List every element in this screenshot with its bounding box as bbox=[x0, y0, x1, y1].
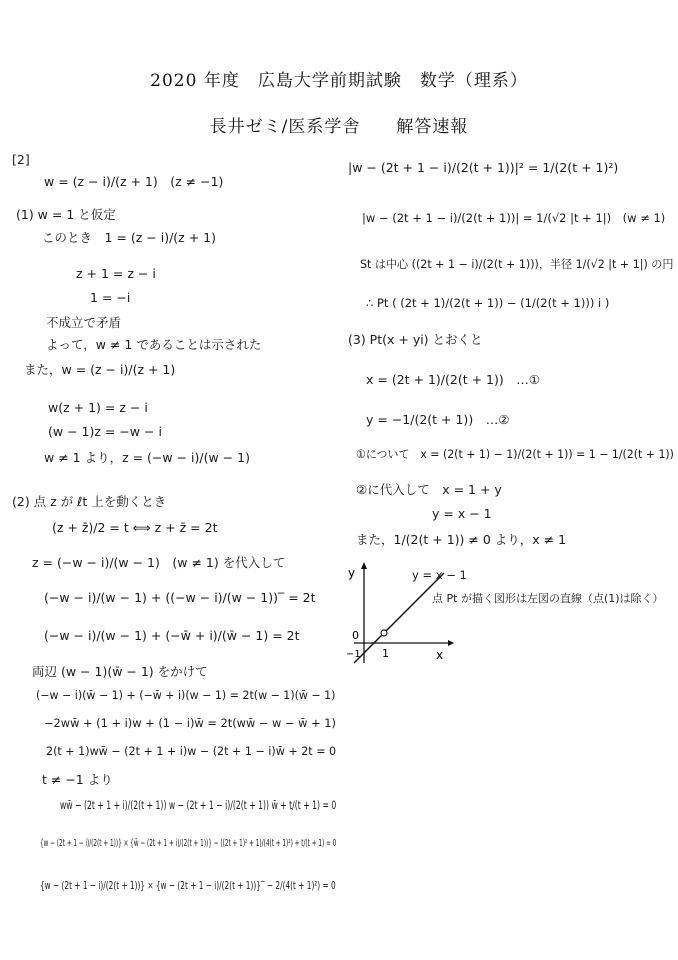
handwritten-line: 両辺 (w − 1)(w̄ − 1) をかけて bbox=[32, 664, 208, 679]
x-tick-one: 1 bbox=[382, 647, 389, 660]
handwritten-line: 2(t + 1)ww̄ − (2t + 1 + i)w − (2t + 1 − i)w̄ + 2t = 0 bbox=[46, 744, 337, 758]
problem-label: [2] bbox=[12, 152, 30, 167]
handwritten-line: −2ww̄ + (1 + i)w + (1 − i)w̄ = 2t(ww̄ − w − w̄ + 1) bbox=[44, 716, 336, 730]
handwritten-line: 1 = −i bbox=[90, 290, 131, 305]
handwritten-line: |w − (2t + 1 − i)/(2(t + 1))|² = 1/(2(t + 1)²) bbox=[348, 160, 619, 175]
handwritten-line: ②に代入して x = 1 + y bbox=[356, 482, 502, 497]
part2-heading: (2) 点 z が ℓt 上を動くとき bbox=[12, 494, 167, 509]
handwritten-line: また，1/(2(t + 1)) ≠ 0 より，x ≠ 1 bbox=[356, 532, 567, 547]
handwritten-line: 不成立で矛盾 bbox=[46, 315, 122, 330]
handwritten-line: y = −1/(2(t + 1)) …② bbox=[366, 412, 510, 427]
line-label: y = x − 1 bbox=[412, 568, 467, 582]
handwritten-line: |w − (2t + 1 − i)/(2(t + 1))| = 1/(√2 |t + 1|) (w ≠ 1) bbox=[362, 211, 666, 225]
line-y-eq-x-minus-1 bbox=[354, 573, 444, 663]
handwritten-line: ww̄ − (2t + 1 + i)/(2(t + 1)) w − (2t + 1 − i)/(2(t + 1)) w̄ + t/(t + 1) = 0 bbox=[60, 798, 337, 812]
handwritten-line: このとき 1 = (z − i)/(z + 1) bbox=[42, 230, 216, 245]
excluded-point-marker bbox=[381, 630, 387, 636]
handwritten-line: (z + z̄)/2 = t ⟺ z + z̄ = 2t bbox=[52, 520, 218, 535]
x-axis-label: x bbox=[436, 648, 444, 662]
handwritten-line: (w − 1)z = −w − i bbox=[48, 424, 162, 439]
handwritten-line: t ≠ −1 より bbox=[42, 772, 113, 787]
handwritten-line: 点 Pt が描く図形は左図の直線（点(1)は除く） bbox=[432, 592, 664, 605]
handwritten-line: St は中心 ((2t + 1 − i)/(2(t + 1)))，半径 1/(√2 |t + 1|) の円 bbox=[360, 257, 674, 271]
handwritten-line: また，w = (z − i)/(z + 1) bbox=[24, 362, 176, 377]
origin-label: 0 bbox=[352, 629, 359, 642]
handwritten-line: (−w − i)/(w − 1) + ((−w − i)/(w − 1))‾ = 2t bbox=[44, 590, 316, 605]
handwritten-line: ∴ Pt ( (2t + 1)/(2(t + 1)) − (1/(2(t + 1))) i ) bbox=[366, 296, 610, 310]
handwritten-line: w ≠ 1 より，z = (−w − i)/(w − 1) bbox=[44, 450, 250, 465]
handwritten-line: z + 1 = z − i bbox=[76, 266, 156, 281]
handwritten-line: (−w − i)/(w − 1) + (−w̄ + i)/(w̄ − 1) = 2t bbox=[44, 628, 300, 643]
part1-heading: (1) w = 1 と仮定 bbox=[16, 207, 116, 222]
handwritten-line: (−w − i)(w̄ − 1) + (−w̄ + i)(w − 1) = 2t(w − 1)(w̄ − 1) bbox=[36, 688, 336, 702]
handwritten-line: {w − (2t + 1 − i)/(2(t + 1))} × {w̄ − (2t + 1 + i)/(2(t + 1))} − ((2t + 1)² + 1)/(4(t + 1)²) + t/(t + 1) = 0 bbox=[40, 838, 337, 849]
handwritten-line: w(z + 1) = z − i bbox=[48, 400, 148, 415]
handwritten-line: x = (2t + 1)/(2(t + 1)) …① bbox=[366, 372, 540, 387]
handwritten-line: z = (−w − i)/(w − 1) (w ≠ 1) を代入して bbox=[32, 555, 286, 570]
document-title: 2020 年度 広島大学前期試験 数学（理系） bbox=[150, 71, 528, 91]
y-tick-neg-one: −1 bbox=[346, 649, 361, 660]
handwritten-line: y = x − 1 bbox=[432, 506, 492, 521]
definition-line: w = (z − i)/(z + 1) (z ≠ −1) bbox=[44, 174, 224, 189]
y-axis-arrow-icon bbox=[361, 562, 367, 569]
document-subtitle: 長井ゼミ/医系学舎 解答速報 bbox=[209, 117, 469, 137]
handwritten-line: ①について x = (2(t + 1) − 1)/(2(t + 1)) = 1 − 1/(2(t + 1)) bbox=[356, 447, 674, 461]
part3-heading: (3) Pt(x + yi) とおくと bbox=[348, 332, 483, 347]
x-axis-arrow-icon bbox=[448, 640, 454, 646]
y-axis-label: y bbox=[348, 566, 356, 580]
handwritten-line: {w − (2t + 1 − i)/(2(t + 1))} × {w − (2t + 1 − i)/(2(t + 1))}‾ − 2/(4(t + 1)²) = 0 bbox=[40, 880, 336, 892]
handwritten-line: よって，w ≠ 1 であることは示された bbox=[46, 337, 262, 352]
